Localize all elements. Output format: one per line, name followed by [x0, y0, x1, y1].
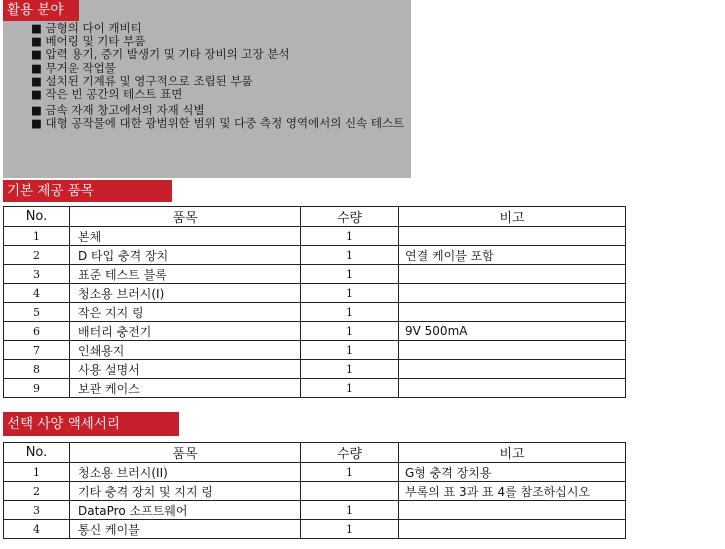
- item-note: [399, 265, 626, 284]
- header-qty: 수량: [301, 207, 399, 227]
- header-item: 품목: [70, 207, 301, 227]
- row-number: 6: [4, 322, 70, 341]
- table-row: [4, 360, 626, 379]
- item-quantity: [301, 482, 399, 501]
- row-number: 3: [4, 265, 70, 284]
- row-number: 9: [4, 379, 70, 398]
- row-number: 2: [4, 246, 70, 265]
- list-item: ■ 설치된 기계류 및 영구적으로 조립된 부품: [31, 73, 253, 88]
- row-number: 8: [4, 360, 70, 379]
- item-name: 작은 지지 링: [70, 303, 301, 322]
- item-note: [399, 360, 626, 379]
- item-name: DataPro 소프트웨어: [70, 501, 301, 520]
- item-note: [399, 501, 626, 520]
- header-qty: 수량: [301, 443, 399, 463]
- item-quantity: 1: [301, 265, 399, 284]
- table-row: [4, 246, 626, 265]
- list-item: ■ 압력 용기, 증기 발생기 및 기타 장비의 고장 분석: [31, 47, 290, 62]
- applications-title: 활용 분야: [3, 0, 79, 21]
- header-item: 품목: [70, 443, 301, 463]
- table-row: [4, 265, 626, 284]
- item-name: 배터리 충전기: [70, 322, 301, 341]
- row-number: 1: [4, 227, 70, 246]
- item-note: [399, 303, 626, 322]
- table-row: [4, 520, 626, 539]
- row-number: 1: [4, 463, 70, 482]
- item-name: 청소용 브러시(I): [70, 284, 301, 303]
- item-name: 통신 케이블: [70, 520, 301, 539]
- optional-accessories-title: 선택 사양 액세서리: [3, 412, 179, 436]
- table-row: [4, 482, 626, 501]
- item-quantity: 1: [301, 227, 399, 246]
- item-quantity: 1: [301, 284, 399, 303]
- row-number: 2: [4, 482, 70, 501]
- row-number: 4: [4, 520, 70, 539]
- item-quantity: 1: [301, 360, 399, 379]
- list-item: ■ 작은 빈 공간의 테스트 표면: [31, 87, 183, 102]
- item-quantity: 1: [301, 341, 399, 360]
- item-quantity: 1: [301, 303, 399, 322]
- list-item: ■ 금속 자재 창고에서의 자재 식별: [31, 103, 205, 118]
- table-row: [4, 284, 626, 303]
- item-note: [399, 341, 626, 360]
- header-note: 비고: [399, 443, 626, 463]
- table-row: [4, 341, 626, 360]
- row-number: 4: [4, 284, 70, 303]
- item-quantity: 1: [301, 379, 399, 398]
- item-note: [399, 520, 626, 539]
- item-name: 표준 테스트 블록: [70, 265, 301, 284]
- item-note: [399, 379, 626, 398]
- table-header-row: [4, 443, 626, 463]
- table-row: [4, 227, 626, 246]
- item-quantity: 1: [301, 501, 399, 520]
- item-note: [399, 227, 626, 246]
- table-row: [4, 463, 626, 482]
- header-note: 비고: [399, 207, 626, 227]
- row-number: 3: [4, 501, 70, 520]
- item-quantity: 1: [301, 322, 399, 341]
- table-row: [4, 322, 626, 341]
- table-row: [4, 303, 626, 322]
- item-name: 청소용 브러시(II): [70, 463, 301, 482]
- list-item: ■ 베어링 및 기타 부품: [31, 34, 146, 49]
- header-no: No.: [4, 443, 70, 463]
- item-name: 보관 케이스: [70, 379, 301, 398]
- item-name: D 타입 충격 장치: [70, 246, 301, 265]
- item-note: 9V 500mA: [399, 322, 626, 341]
- item-note: 연결 케이블 포함: [399, 246, 626, 265]
- item-name: 본체: [70, 227, 301, 246]
- basic-items-table: [3, 206, 626, 398]
- row-number: 7: [4, 341, 70, 360]
- item-quantity: 1: [301, 463, 399, 482]
- row-number: 5: [4, 303, 70, 322]
- header-no: No.: [4, 207, 70, 227]
- table-row: [4, 379, 626, 398]
- item-quantity: 1: [301, 246, 399, 265]
- item-note: 부록의 표 3과 표 4를 참조하십시오: [399, 482, 626, 501]
- optional-accessories-table: [3, 442, 626, 539]
- table-row: [4, 501, 626, 520]
- item-name: 인쇄용지: [70, 341, 301, 360]
- item-note: G형 충격 장치용: [399, 463, 626, 482]
- applications-list: [7, 22, 407, 131]
- list-item: ■ 금형의 다이 캐비티: [31, 21, 142, 35]
- item-name: 사용 설명서: [70, 360, 301, 379]
- basic-items-title: 기본 제공 품목: [3, 180, 172, 202]
- list-item: ■ 대형 공작물에 대한 광범위한 범위 및 다중 측정 영역에서의 신속 테스트: [31, 116, 405, 131]
- list-item: ■ 무거운 작업물: [31, 60, 116, 75]
- item-note: [399, 284, 626, 303]
- item-name: 기타 충격 장치 및 지지 링: [70, 482, 301, 501]
- table-header-row: [4, 207, 626, 227]
- item-quantity: 1: [301, 520, 399, 539]
